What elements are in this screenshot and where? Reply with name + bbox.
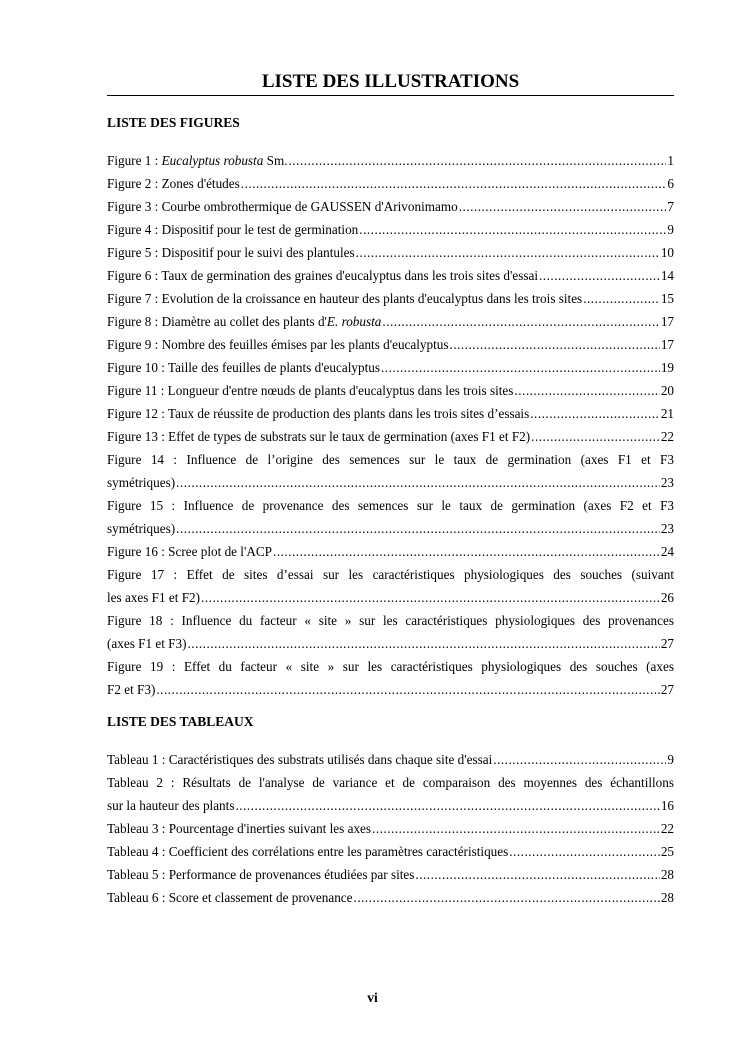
table-entry-line (107, 840, 674, 863)
table-entry-line (107, 817, 674, 840)
table-entry-page: 22 (660, 821, 674, 836)
figure-entry-line (107, 540, 674, 563)
figure-entry-text: symétriques) (107, 475, 176, 490)
tables-list (107, 748, 674, 909)
figure-entry-label (107, 218, 358, 241)
figure-entry-first-line: Figure 19 : Effet du facteur « site » sur les caractéristiques physiologiques des souches (axes (107, 659, 674, 674)
table-entry-text: Tableau 3 : Pourcentage d'inerties suivant les axes (107, 821, 372, 836)
figure-entry[interactable] (107, 310, 674, 333)
leader-dots (289, 149, 667, 172)
leader-dots (187, 632, 659, 655)
figure-entry[interactable] (107, 609, 674, 655)
figure-entry-label (107, 333, 449, 356)
figure-entry-line (107, 425, 674, 448)
figure-entry-line (107, 517, 674, 540)
leader-dots (530, 402, 660, 425)
figure-entry-page: 15 (660, 291, 674, 306)
table-entry-page: 25 (660, 844, 674, 859)
figure-entry[interactable] (107, 402, 674, 425)
figure-entry-text: Figure 5 : Dispositif pour le suivi des plantules (107, 245, 355, 260)
table-entry-line (107, 748, 674, 771)
figure-entry-page: 21 (660, 406, 674, 421)
figure-entry-page: 27 (660, 682, 674, 697)
figure-entry-line (107, 356, 674, 379)
figure-entry[interactable] (107, 333, 674, 356)
figure-entry-page: 23 (660, 475, 674, 490)
figure-entry-line (107, 586, 674, 609)
figure-entry-text: Figure 16 : Scree plot de l'ACP (107, 544, 273, 559)
figure-entry-label (107, 149, 288, 172)
leader-dots (509, 840, 660, 863)
figure-entry-label (107, 517, 175, 540)
figure-entry-line (107, 241, 674, 264)
figure-entry-label (107, 471, 175, 494)
leader-dots (493, 748, 666, 771)
figure-entry-line (107, 172, 674, 195)
table-entry-text: Tableau 6 : Score et classement de provenance (107, 890, 353, 905)
leader-dots (156, 678, 659, 701)
figure-entry-line (107, 333, 674, 356)
leader-dots (583, 287, 660, 310)
figure-entry-label (107, 310, 381, 333)
figure-entry-text: Figure 2 : Zones d'études (107, 176, 240, 191)
figure-entry[interactable] (107, 149, 674, 172)
figure-entry-page: 20 (660, 383, 674, 398)
figure-entry-page: 19 (660, 360, 674, 375)
figure-entry[interactable] (107, 494, 674, 540)
figure-entry-page: 14 (660, 268, 674, 283)
leader-dots (176, 517, 660, 540)
figure-entry-text: Figure 9 : Nombre des feuilles émises par les plants d'eucalyptus (107, 337, 449, 352)
figure-entry-text: Figure 8 : Diamètre au collet des plants d' (107, 314, 327, 329)
table-entry[interactable] (107, 817, 674, 840)
figure-entry-text-suffix: Sm. (263, 153, 288, 168)
figure-entry-page: 24 (660, 544, 674, 559)
figure-entry-line (107, 310, 674, 333)
table-entry-text: Tableau 1 : Caractéristiques des substrats utilisés dans chaque site d'essai (107, 752, 493, 767)
figure-entry-label (107, 195, 458, 218)
table-entry[interactable] (107, 886, 674, 909)
figure-entry-label (107, 287, 582, 310)
leader-dots (372, 817, 660, 840)
leader-dots (381, 356, 660, 379)
leader-dots (201, 586, 660, 609)
figure-entry-label (107, 425, 530, 448)
figure-entry-first-line: Figure 17 : Effet de sites d’essai sur les caractéristiques physiologiques des souches (suivant (107, 567, 674, 582)
table-entry[interactable] (107, 863, 674, 886)
leader-dots (176, 471, 660, 494)
figure-entry-text: Figure 6 : Taux de germination des graines d'eucalyptus dans les trois sites d'essai (107, 268, 538, 283)
figure-entry[interactable] (107, 287, 674, 310)
table-entry-page: 28 (660, 867, 674, 882)
figure-entry-label (107, 379, 513, 402)
table-entry-page: 16 (660, 798, 674, 813)
figure-entry-text: Figure 1 : (107, 153, 162, 168)
page-title: LISTE DES ILLUSTRATIONS (261, 71, 520, 92)
figure-entry-line (107, 195, 674, 218)
figure-entry-label (107, 356, 380, 379)
figure-entry-first-line: Figure 18 : Influence du facteur « site » sur les caractéristiques physiologiques des provenances (107, 613, 674, 628)
figure-entry-label (107, 172, 240, 195)
figure-entry-text: Figure 7 : Evolution de la croissance en hauteur des plants d'eucalyptus dans les trois sites (107, 291, 583, 306)
table-entry-label (107, 863, 414, 886)
figure-entry-page: 22 (660, 429, 674, 444)
figure-entry-page: 6 (667, 176, 674, 191)
figures-list (107, 149, 674, 701)
figure-entry-page: 17 (660, 314, 674, 329)
leader-dots (459, 195, 667, 218)
table-entry-page: 9 (667, 752, 674, 767)
figure-entry-line (107, 264, 674, 287)
leader-dots (359, 218, 666, 241)
table-entry[interactable] (107, 840, 674, 863)
figure-entry-text: Figure 3 : Courbe ombrothermique de GAUSSEN d'Arivonimamo (107, 199, 458, 214)
figure-entry-page: 17 (660, 337, 674, 352)
figure-entry-line (107, 218, 674, 241)
table-entry-label (107, 794, 234, 817)
figure-entry-text: F2 et F3) (107, 682, 156, 697)
tables-heading: LISTE DES TABLEAUX (107, 714, 254, 729)
leader-dots (356, 241, 660, 264)
figure-entry-page: 10 (660, 245, 674, 260)
leader-dots (273, 540, 660, 563)
leader-dots (354, 886, 660, 909)
species-name: E. robusta (326, 314, 382, 329)
figure-entry-first-line: Figure 15 : Influence de provenance des semences sur le taux de germination (axes F2 et F3 (107, 498, 674, 513)
figure-entry-label (107, 678, 155, 701)
figure-entry[interactable] (107, 540, 674, 563)
figure-entry-text: Figure 10 : Taille des feuilles de plants d'eucalyptus (107, 360, 380, 375)
figure-entry[interactable] (107, 425, 674, 448)
page-number: vi (367, 990, 378, 1005)
leader-dots (235, 794, 659, 817)
figure-entry-first-line: Figure 14 : Influence de l’origine des semences sur le taux de germination (axes F1 et F3 (107, 452, 674, 467)
figure-entry-line (107, 149, 674, 172)
figure-entry-page: 26 (660, 590, 674, 605)
figure-entry-line (107, 287, 674, 310)
figure-entry-text: (axes F1 et F3) (107, 636, 187, 651)
leader-dots (241, 172, 667, 195)
figure-entry-text: symétriques) (107, 521, 176, 536)
figure-entry-page: 1 (667, 153, 674, 168)
leader-dots (415, 863, 659, 886)
figure-entry-line (107, 678, 674, 701)
figure-entry-text: Figure 11 : Longueur d'entre nœuds de plants d'eucalyptus dans les trois sites (107, 383, 514, 398)
figure-entry[interactable] (107, 195, 674, 218)
figure-entry-label (107, 402, 529, 425)
species-name: Eucalyptus robusta (161, 153, 264, 168)
figure-entry[interactable] (107, 172, 674, 195)
table-entry-label (107, 840, 508, 863)
table-entry-label (107, 886, 353, 909)
table-entry[interactable] (107, 771, 674, 817)
figure-entry-line (107, 402, 674, 425)
leader-dots (539, 264, 660, 287)
figure-entry[interactable] (107, 264, 674, 287)
figure-entry-line (107, 471, 674, 494)
figure-entry-page: 7 (667, 199, 674, 214)
figure-entry[interactable] (107, 563, 674, 609)
figure-entry[interactable] (107, 218, 674, 241)
table-entry-label (107, 817, 371, 840)
table-entry-line (107, 886, 674, 909)
figure-entry-label (107, 241, 355, 264)
table-entry-text: Tableau 5 : Performance de provenances étudiées par sites (107, 867, 415, 882)
leader-dots (450, 333, 660, 356)
figures-heading: LISTE DES FIGURES (107, 115, 240, 130)
table-entry-first-line: Tableau 2 : Résultats de l'analyse de variance et de comparaison des moyennes des échantillons (107, 775, 674, 790)
figure-entry-page: 23 (660, 521, 674, 536)
leader-dots (514, 379, 659, 402)
figure-entry-page: 9 (667, 222, 674, 237)
figure-entry[interactable] (107, 448, 674, 494)
table-entry-line (107, 863, 674, 886)
figure-entry[interactable] (107, 655, 674, 701)
figure-entry-text: les axes F1 et F2) (107, 590, 201, 605)
leader-dots (382, 310, 659, 333)
table-entry-page: 28 (660, 890, 674, 905)
figure-entry-line (107, 379, 674, 402)
table-entry-text: sur la hauteur des plants (107, 798, 235, 813)
figure-entry-text: Figure 12 : Taux de réussite de production des plants dans les trois sites d’essais (107, 406, 530, 421)
figure-entry-label (107, 632, 186, 655)
table-entry-line (107, 794, 674, 817)
title-rule (107, 95, 674, 96)
figure-entry[interactable] (107, 356, 674, 379)
table-entry[interactable] (107, 748, 674, 771)
figure-entry-label (107, 540, 272, 563)
table-entry-text: Tableau 4 : Coefficient des corrélations entre les paramètres caractéristiques (107, 844, 509, 859)
figure-entry-page: 27 (660, 636, 674, 651)
figure-entry[interactable] (107, 241, 674, 264)
figure-entry-line (107, 632, 674, 655)
figure-entry-label (107, 264, 538, 287)
figure-entry[interactable] (107, 379, 674, 402)
figure-entry-text: Figure 13 : Effet de types de substrats sur le taux de germination (axes F1 et F2) (107, 429, 531, 444)
leader-dots (531, 425, 660, 448)
figure-entry-label (107, 586, 200, 609)
figure-entry-text: Figure 4 : Dispositif pour le test de germination (107, 222, 359, 237)
table-entry-label (107, 748, 492, 771)
